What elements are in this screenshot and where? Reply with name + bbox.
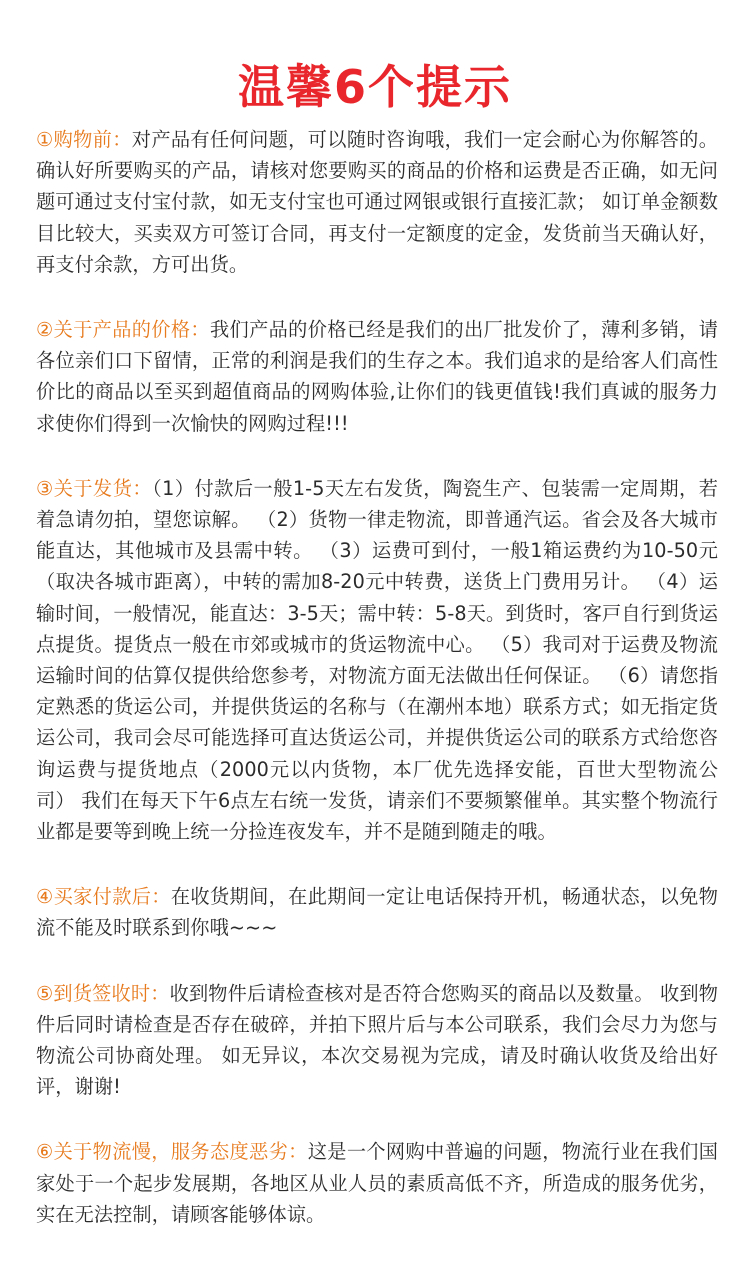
tip-heading: ④买家付款后： — [36, 885, 171, 909]
tip-price — [36, 314, 718, 439]
tip-receipt — [36, 978, 718, 1103]
tip-body: 这是一个网购中普遍的问题，物流行业在我们国家处于一个起步发展期，各地区从业人员的素质高低不齐，所造成的服务优劣，实在无法控制，请顾客能够体谅。 — [36, 1140, 718, 1226]
tips-list — [36, 124, 718, 1264]
tip-heading: ③关于发货： — [36, 476, 153, 500]
tip-heading: ⑥关于物流慢，服务态度恶劣： — [36, 1140, 308, 1164]
tip-body: 我们产品的价格已经是我们的出厂批发价了，薄利多销，请各位亲们口下留情，正常的利润是我们的生存之本。我们追求的是给客人们高性价比的商品以至买到超值商品的网购体验,让你们的钱更值钱!我们真诚的服务力求使你们得到一次愉快的网购过程!!! — [36, 318, 718, 435]
tip-purchase — [36, 124, 718, 280]
tip-shipping — [36, 473, 718, 847]
tip-body: 在收货期间，在此期间一定让电话保持开机，畅通状态，以免物流不能及时联系到你哦~~~ — [36, 885, 718, 940]
tip-body: （1）付款后一般1-5天左右发货，陶瓷生产、包装需一定周期，若着急请勿拍，望您谅解。 （2）货物一律走物流，即普通汽运。省会及各大城市能直达，其他城市及县需中转。 （3）运费可到付，一般1箱运费约为10-50元（取决各城市距离），中转的需加8-20元中转费，送货上门费用另计。 （4）运输时间，一般情况，能直达：3-5天；需中转：5-8天。到货时，客戸自行到货运点提货。提货点一般在市郊或城市的货运物流中心。 （5）我司对于运费及物流运输时间的估算仅提供给您参考，对物流方面无法做出任何保证。 （6）请您指定熟悉的货运公司，并提供货运的名称与（在潮州本地）联系方式；如无指定货运公司，我司会尽可能选择可直达货运公司，并提供货运公司的联系方式给您咨询运费与提货地点（2000元以内货物，本厂优先选择安能，百世大型物流公司） 我们在每天下午6点左右统一发货，请亲们不要频繁催单。其实整个物流行业都是要等到晚上统一分捡连夜发车，并不是随到随走的哦。 — [36, 476, 718, 844]
tip-heading: ⑤到货签收时： — [36, 981, 170, 1005]
tip-body: 收到物件后请检查核对是否符合您购买的商品以及数量。 收到物件后同时请检查是否存在破碎，并拍下照片后与本公司联系，我们会尽力为您与物流公司协商处理。 如无异议，本次交易视为完成，请及时确认收货及给出好评，谢谢! — [36, 981, 719, 1099]
tip-after-payment — [36, 881, 718, 943]
page-title: 温馨6个提示 — [237, 60, 512, 114]
tip-body: 对产品有任何问题，可以随时咨询哦，我们一定会耐心为你解答的。 确认好所要购买的产品，请核对您要购买的商品的价格和运费是否正确，如无问题可通过支付宝付款，如无支付宝也可通过网银或银行直接汇款； 如订单金额数目比较大，买卖双方可签订合同，再支付一定额度的定金，发货前当天确认好，再支付余款，方可出货。 — [36, 128, 718, 276]
tip-heading: ②关于产品的价格： — [36, 318, 210, 342]
tip-heading: ①购物前： — [36, 128, 132, 151]
tip-slow-logistics — [36, 1136, 718, 1230]
